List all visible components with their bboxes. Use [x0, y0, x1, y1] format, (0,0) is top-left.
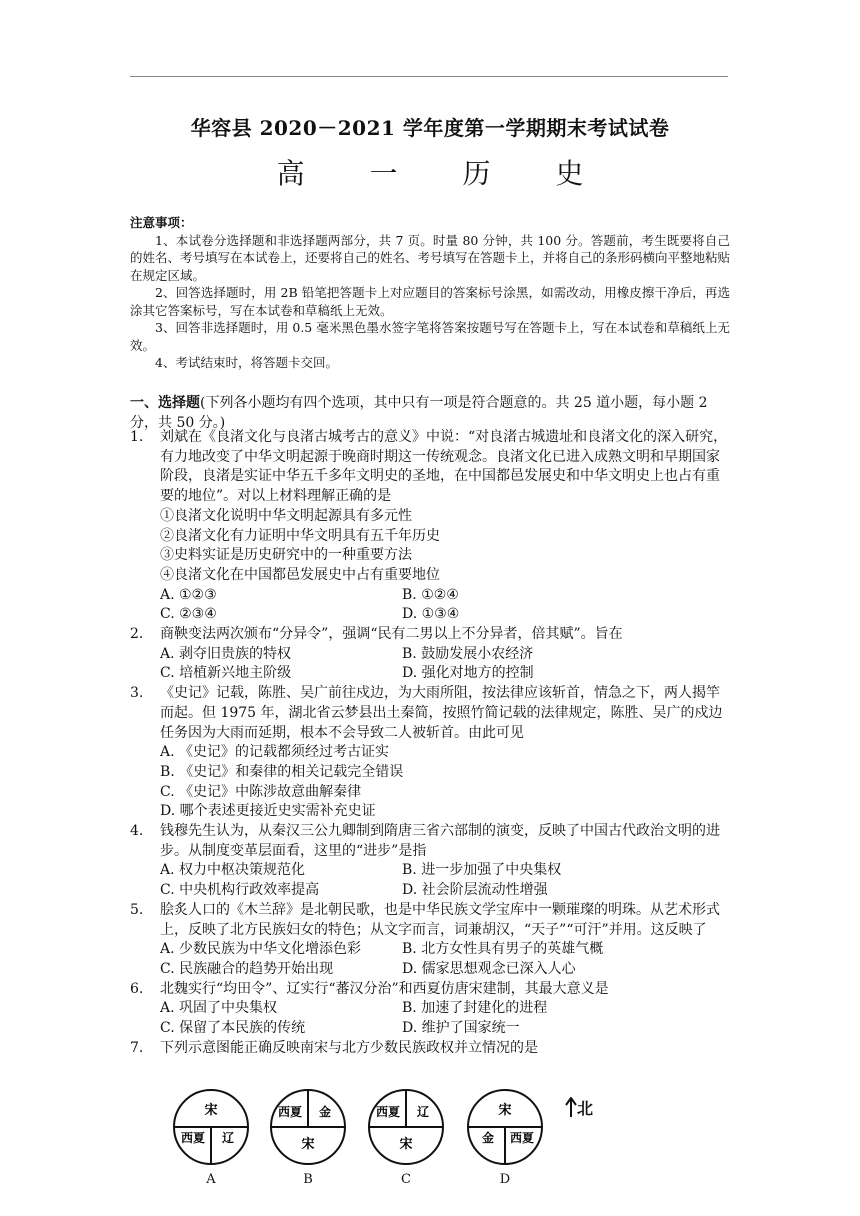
question-number: 2. — [130, 626, 144, 643]
circle-map — [466, 1088, 544, 1166]
question-stem: 刘斌在《良渚文化与良渚古城考古的意义》中说：“对良渚古城遗址和良渚文化的深入研究，有力地改变了中华文明起源于晚商时期这一传统观念。良渚文化已进入成熟文明和早期国家阶段，良渚是实证中华五千多年文明史的圣地，在中国都邑发展史和中华文明史上也占有重要的地位”。对以上材料理解正确的是 — [160, 429, 728, 505]
statement: ③史料实证是历史研究中的一种重要方法 — [160, 547, 412, 564]
circle-map — [172, 1088, 250, 1166]
region-label: 辽 — [221, 1131, 235, 1145]
up-arrow-icon — [565, 1097, 577, 1117]
option-c: C. 培植新兴地主阶级 — [160, 665, 292, 682]
statement: ①良渚文化说明中华文明起源具有多元性 — [160, 507, 412, 524]
map-label: A — [206, 1172, 216, 1187]
option-c: C. 《史记》中陈涉故意曲解秦律 — [160, 783, 362, 800]
question-number: 3. — [130, 685, 144, 702]
region-label: 西夏 — [509, 1131, 535, 1145]
question-number: 1. — [130, 429, 144, 445]
option-a: A. 《史记》的记载都须经过考古证实 — [160, 744, 390, 761]
option-a: A. 权力中枢决策规范化 — [160, 862, 306, 879]
option-c: C. 中央机构行政效率提高 — [160, 882, 320, 899]
region-label: 金 — [481, 1131, 495, 1145]
region-label: 金 — [318, 1105, 332, 1119]
option-a: A. 巩固了中央集权 — [160, 1000, 278, 1017]
map-a — [172, 1088, 250, 1187]
section-desc: (下列各小题均有四个选项，其中只有一项是符合题意的。共 25 道小题，每小题 2 分，共 50 分。) — [130, 395, 708, 431]
option-d: D. 儒家思想观念已深入人心 — [402, 960, 576, 977]
question-2 — [130, 625, 730, 684]
question-stem: 《史记》记载，陈胜、吴广前往戍边，为大雨所阻，按法律应该斩首，情急之下，两人揭竿而起。但 1975 年，湖北省云梦县出土秦简，按照竹简记载的法律规定，陈胜、吴广的戍边任务因为大雨而延期，根本不会导致二人被斩首。由此可见 — [160, 685, 723, 741]
map-d — [466, 1088, 544, 1187]
question-7 — [130, 1039, 730, 1059]
option-b: B. 《史记》和秦律的相关记载完全错误 — [160, 763, 404, 780]
question-number: 5. — [130, 901, 144, 918]
header-rule — [130, 76, 728, 77]
question-4 — [130, 822, 730, 901]
question-stem: 商鞅变法两次颁布“分异令”，强调“民有二男以上不分异者，倍其赋”。旨在 — [160, 626, 623, 643]
options — [160, 861, 730, 900]
question-3 — [130, 684, 730, 822]
statement: ④良渚文化在中国都邑发展史中占有重要地位 — [160, 566, 440, 583]
option-a: A. 剥夺旧贵族的特权 — [160, 645, 292, 662]
region-label: 宋 — [399, 1137, 413, 1152]
notice-item: 2、回答选择题时，用 2B 铅笔把答题卡上对应题目的答案标号涂黑，如需改动，用橡皮擦干净后，再选涂其它答案标号，写在本试卷和草稿纸上无效。 — [130, 285, 730, 318]
question-stem: 北魏实行“均田令”、辽实行“蕃汉分治”和西夏仿唐宋建制，其最大意义是 — [160, 980, 609, 997]
section-heading: 一、选择题 — [130, 395, 200, 411]
notice-item: 4、考试结束时，将答题卡交回。 — [155, 355, 338, 370]
region-label: 西夏 — [180, 1131, 206, 1145]
option-c: C. 保留了本民族的传统 — [160, 1020, 306, 1037]
region-label: 宋 — [301, 1137, 315, 1152]
notice-section — [130, 214, 730, 372]
option-a: A. ①②③ — [160, 586, 217, 603]
question-stem: 钱穆先生认为，从秦汉三公九卿制到隋唐三省六部制的演变，反映了中国古代政治文明的进步。从制度变革层面看，这里的“进步”是指 — [160, 823, 720, 859]
option-c: C. ②③④ — [160, 606, 217, 623]
question-list — [130, 428, 730, 1059]
options — [160, 586, 730, 625]
option-d: D. 维护了国家统一 — [402, 1020, 520, 1037]
notice-heading: 注意事项： — [130, 215, 193, 230]
option-b: B. 鼓励发展小农经济 — [402, 645, 534, 662]
statement: ②良渚文化有力证明中华文明具有五千年历史 — [160, 527, 440, 544]
map-label: B — [303, 1172, 313, 1187]
question-number: 7. — [130, 1039, 144, 1056]
map-label: D — [499, 1172, 511, 1187]
region-label: 宋 — [498, 1103, 512, 1118]
map-c — [367, 1088, 445, 1187]
option-d: D. ①③④ — [402, 606, 460, 623]
options — [160, 999, 730, 1038]
notice-item: 1、本试卷分选择题和非选择题两部分，共 7 页。时量 80 分钟，共 100 分。答题前，考生既要将自己的姓名、考号填写在本试卷上，还要将自己的姓名、考号填写在答题卡上，并将自己的条形码横向平整地粘贴在规定区域。 — [130, 232, 731, 283]
region-label: 宋 — [204, 1103, 218, 1118]
region-label: 辽 — [416, 1105, 430, 1119]
options — [160, 645, 730, 684]
region-label: 西夏 — [277, 1105, 303, 1119]
option-b: B. 加速了封建化的进程 — [402, 1000, 548, 1017]
option-d: D. 社会阶层流动性增强 — [402, 882, 548, 899]
map-diagrams — [172, 1088, 632, 1187]
question-number: 6. — [130, 980, 144, 997]
subject-title: 高 一 历 史 — [276, 157, 612, 190]
options — [160, 940, 730, 979]
section-header — [130, 393, 730, 433]
option-b: B. ①②④ — [402, 586, 459, 603]
circle-map — [367, 1088, 445, 1166]
circle-map — [269, 1088, 347, 1166]
map-b — [269, 1088, 347, 1187]
option-a: A. 少数民族为中华文化增添色彩 — [160, 941, 362, 958]
exam-title: 华容县 2020－2021 学年度第一学期期末考试试卷 — [190, 116, 670, 140]
question-6 — [130, 980, 730, 1039]
region-label: 西夏 — [375, 1105, 401, 1119]
map-label: C — [401, 1172, 411, 1187]
option-d: D. 强化对地方的控制 — [402, 665, 534, 682]
question-stem: 下列示意图能正确反映南宋与北方少数民族政权并立情况的是 — [160, 1039, 538, 1056]
notice-item: 3、回答非选择题时，用 0.5 毫米黑色墨水签字笔将答案按题号写在答题卡上，写在本试卷和草稿纸上无效。 — [130, 320, 730, 353]
question-stem: 脍炙人口的《木兰辞》是北朝民歌，也是中华民族文学宝库中一颗璀璨的明珠。从艺术形式上，反映了北方民族妇女的特色；从文字而言，词兼胡汉，“天子”“可汗”并用。这反映了 — [160, 901, 720, 938]
question-number: 4. — [130, 823, 144, 840]
option-d: D. 哪个表述更接近史实需补充史证 — [160, 803, 376, 820]
north-label: 北 — [577, 1099, 594, 1118]
north-indicator — [565, 1096, 593, 1119]
question-5 — [130, 901, 730, 980]
option-b: B. 进一步加强了中央集权 — [402, 862, 562, 879]
option-c: C. 民族融合的趋势开始出现 — [160, 960, 334, 977]
option-b: B. 北方女性具有男子的英雄气概 — [402, 941, 604, 958]
question-1 — [130, 428, 730, 625]
